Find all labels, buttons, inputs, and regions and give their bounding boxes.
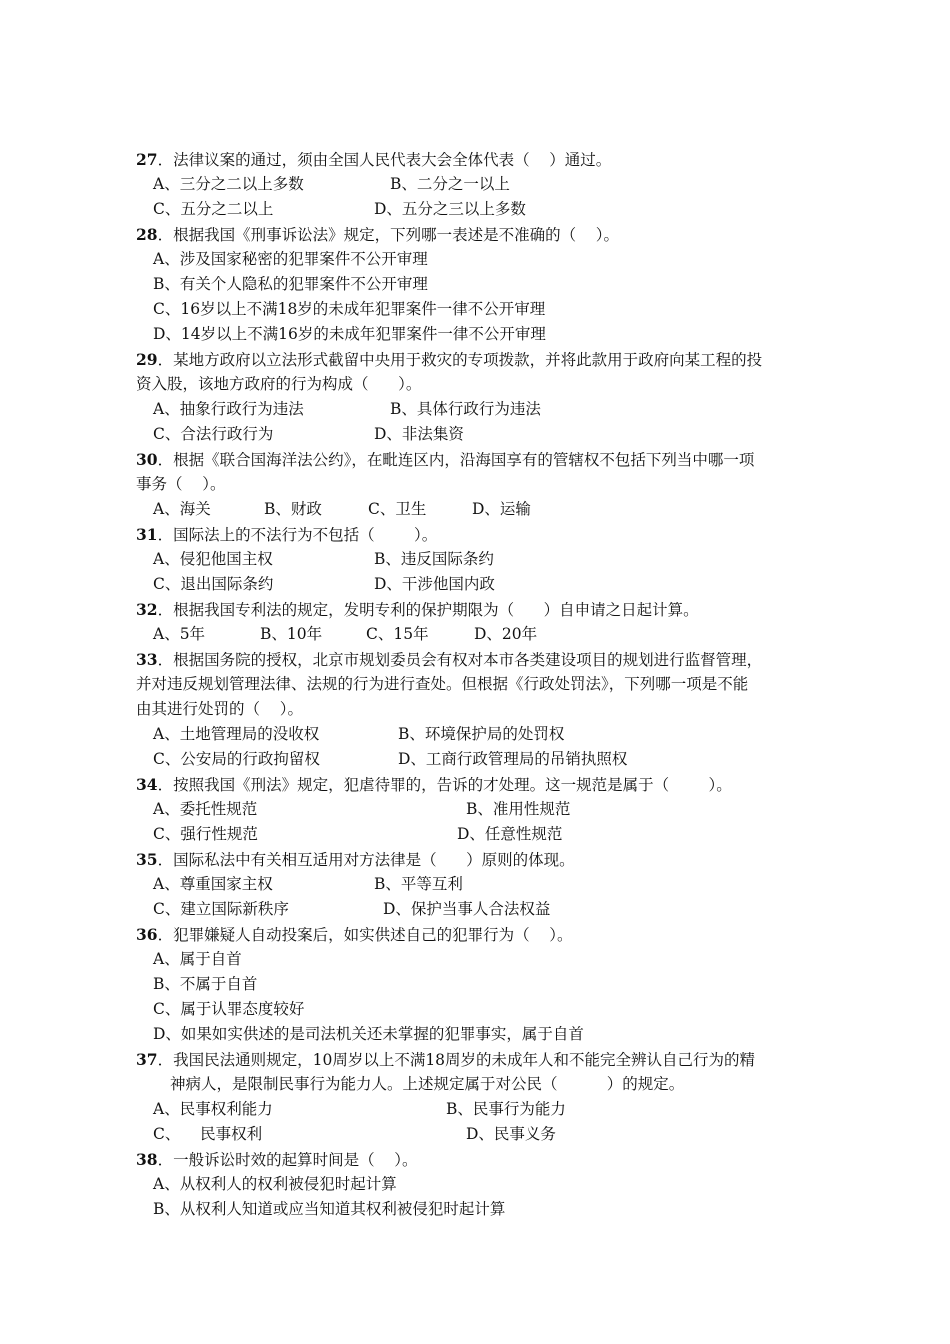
option: D、保护当事人合法权益 — [383, 900, 551, 918]
question-35: 35．国际私法中有关相互适用对方法律是（ ）原则的体现。 — [136, 850, 575, 869]
option: A、属于自首 — [153, 950, 242, 968]
question-text: 国际私法中有关相互适用对方法律是（ ）原则的体现。 — [173, 851, 575, 869]
option: D、20年 — [474, 625, 538, 643]
question-number: 34 — [136, 775, 158, 794]
option: C、退出国际条约 — [153, 575, 274, 593]
option: D、民事义务 — [466, 1125, 556, 1143]
option: A、侵犯他国主权 — [153, 550, 273, 568]
option: C、强行性规范 — [153, 825, 258, 843]
option: C、卫生 — [368, 500, 427, 518]
option: B、10年 — [260, 625, 323, 643]
option: B、民事行为能力 — [446, 1100, 566, 1118]
question-number: 36 — [136, 925, 158, 944]
question-number: 38 — [136, 1150, 158, 1169]
question-31: 31．国际法上的不法行为不包括（ ）。 — [136, 525, 438, 544]
option: C、五分之二以上 — [153, 200, 274, 218]
question-text: 我国民法通则规定，10周岁以上不满18周岁的未成年人和不能完全辨认自己行为的精 — [173, 1051, 756, 1069]
question-text: 按照我国《刑法》规定，犯虐待罪的，告诉的才处理。这一规范是属于（ ）。 — [173, 776, 732, 794]
option: A、民事权利能力 — [153, 1100, 273, 1118]
question-29: 29．某地方政府以立法形式截留中央用于救灾的专项拨款，并将此款用于政府向某工程的投 — [136, 350, 763, 369]
question-text-continued: 由其进行处罚的（ ）。 — [136, 700, 303, 718]
question-34: 34．按照我国《刑法》规定，犯虐待罪的，告诉的才处理。这一规范是属于（ ）。 — [136, 775, 732, 794]
question-text-continued: 资入股，该地方政府的行为构成（ ）。 — [136, 375, 422, 393]
question-38: 38．一般诉讼时效的起算时间是（ ）。 — [136, 1150, 418, 1169]
option: D、运输 — [472, 500, 531, 518]
option: C、15年 — [366, 625, 429, 643]
question-text: 一般诉讼时效的起算时间是（ ）。 — [173, 1151, 418, 1169]
question-number: 30 — [136, 450, 158, 469]
option: C、 民事权利 — [153, 1125, 263, 1143]
question-number: 31 — [136, 525, 158, 544]
option: B、具体行政行为违法 — [390, 400, 541, 418]
question-36: 36．犯罪嫌疑人自动投案后，如实供述自己的犯罪行为（ ）。 — [136, 925, 573, 944]
question-number: 32 — [136, 600, 158, 619]
option: A、海关 — [153, 500, 211, 518]
question-text: 某地方政府以立法形式截留中央用于救灾的专项拨款，并将此款用于政府向某工程的投 — [173, 351, 763, 369]
option: A、涉及国家秘密的犯罪案件不公开审理 — [153, 250, 428, 268]
option: C、建立国际新秩序 — [153, 900, 289, 918]
option: A、5年 — [153, 625, 206, 643]
option: B、有关个人隐私的犯罪案件不公开审理 — [153, 275, 428, 293]
question-text: 犯罪嫌疑人自动投案后，如实供述自己的犯罪行为（ ）。 — [173, 926, 573, 944]
option: A、委托性规范 — [153, 800, 258, 818]
option: B、从权利人知道或应当知道其权利被侵犯时起计算 — [153, 1200, 506, 1218]
option: D、任意性规范 — [457, 825, 563, 843]
question-32: 32．根据我国专利法的规定，发明专利的保护期限为（ ）自申请之日起计算。 — [136, 600, 699, 619]
option: A、土地管理局的没收权 — [153, 725, 320, 743]
option: B、不属于自首 — [153, 975, 258, 993]
question-text: 根据我国专利法的规定，发明专利的保护期限为（ ）自申请之日起计算。 — [173, 601, 699, 619]
question-number: 29 — [136, 350, 158, 369]
question-text: 根据《联合国海洋法公约》，在毗连区内，沿海国享有的管辖权不包括下列当中哪一项 — [173, 451, 755, 469]
question-number: 33 — [136, 650, 158, 669]
question-37: 37．我国民法通则规定，10周岁以上不满18周岁的未成年人和不能完全辨认自己行为的精 — [136, 1050, 756, 1069]
question-28: 28．根据我国《刑事诉讼法》规定，下列哪一表述是不准确的（ ）。 — [136, 225, 620, 244]
option: C、公安局的行政拘留权 — [153, 750, 320, 768]
option: A、抽象行政行为违法 — [153, 400, 304, 418]
option: B、违反国际条约 — [374, 550, 494, 568]
option: A、从权利人的权利被侵犯时起计算 — [153, 1175, 397, 1193]
question-30: 30．根据《联合国海洋法公约》，在毗连区内，沿海国享有的管辖权不包括下列当中哪一项 — [136, 450, 755, 469]
question-text: 国际法上的不法行为不包括（ ）。 — [173, 526, 438, 544]
option: D、非法集资 — [374, 425, 464, 443]
question-27: 27．法律议案的通过，须由全国人民代表大会全体代表（ ）通过。 — [136, 150, 612, 169]
option: B、环境保护局的处罚权 — [398, 725, 565, 743]
question-text: 法律议案的通过，须由全国人民代表大会全体代表（ ）通过。 — [173, 151, 612, 169]
option: C、合法行政行为 — [153, 425, 274, 443]
option: B、二分之一以上 — [390, 175, 510, 193]
question-text: 根据国务院的授权，北京市规划委员会有权对本市各类建设项目的规划进行监督管理， — [173, 651, 763, 669]
option: A、尊重国家主权 — [153, 875, 273, 893]
question-33: 33．根据国务院的授权，北京市规划委员会有权对本市各类建设项目的规划进行监督管理， — [136, 650, 763, 669]
question-text-continued: 并对违反规划管理法律、法规的行为进行查处。但根据《行政处罚法》，下列哪一项是不能 — [136, 675, 749, 693]
option: A、三分之二以上多数 — [153, 175, 304, 193]
question-text: 根据我国《刑事诉讼法》规定，下列哪一表述是不准确的（ ）。 — [173, 226, 620, 244]
question-number: 27 — [136, 150, 158, 169]
question-number: 35 — [136, 850, 158, 869]
option: C、16岁以上不满18岁的未成年犯罪案件一律不公开审理 — [153, 300, 546, 318]
option: D、干涉他国内政 — [374, 575, 495, 593]
option: D、14岁以上不满16岁的未成年犯罪案件一律不公开审理 — [153, 325, 546, 343]
question-number: 37 — [136, 1050, 158, 1069]
question-text-continued: 事务（ ）。 — [136, 475, 226, 493]
option: B、财政 — [264, 500, 322, 518]
option: D、五分之三以上多数 — [374, 200, 526, 218]
question-number: 28 — [136, 225, 158, 244]
option: C、属于认罪态度较好 — [153, 1000, 305, 1018]
option: D、工商行政管理局的吊销执照权 — [398, 750, 628, 768]
option: D、如果如实供述的是司法机关还未掌握的犯罪事实，属于自首 — [153, 1025, 584, 1043]
option: B、准用性规范 — [466, 800, 571, 818]
question-text-continued: 神病人，是限制民事行为能力人。上述规定属于对公民（ ）的规定。 — [170, 1075, 685, 1093]
option: B、平等互利 — [374, 875, 463, 893]
